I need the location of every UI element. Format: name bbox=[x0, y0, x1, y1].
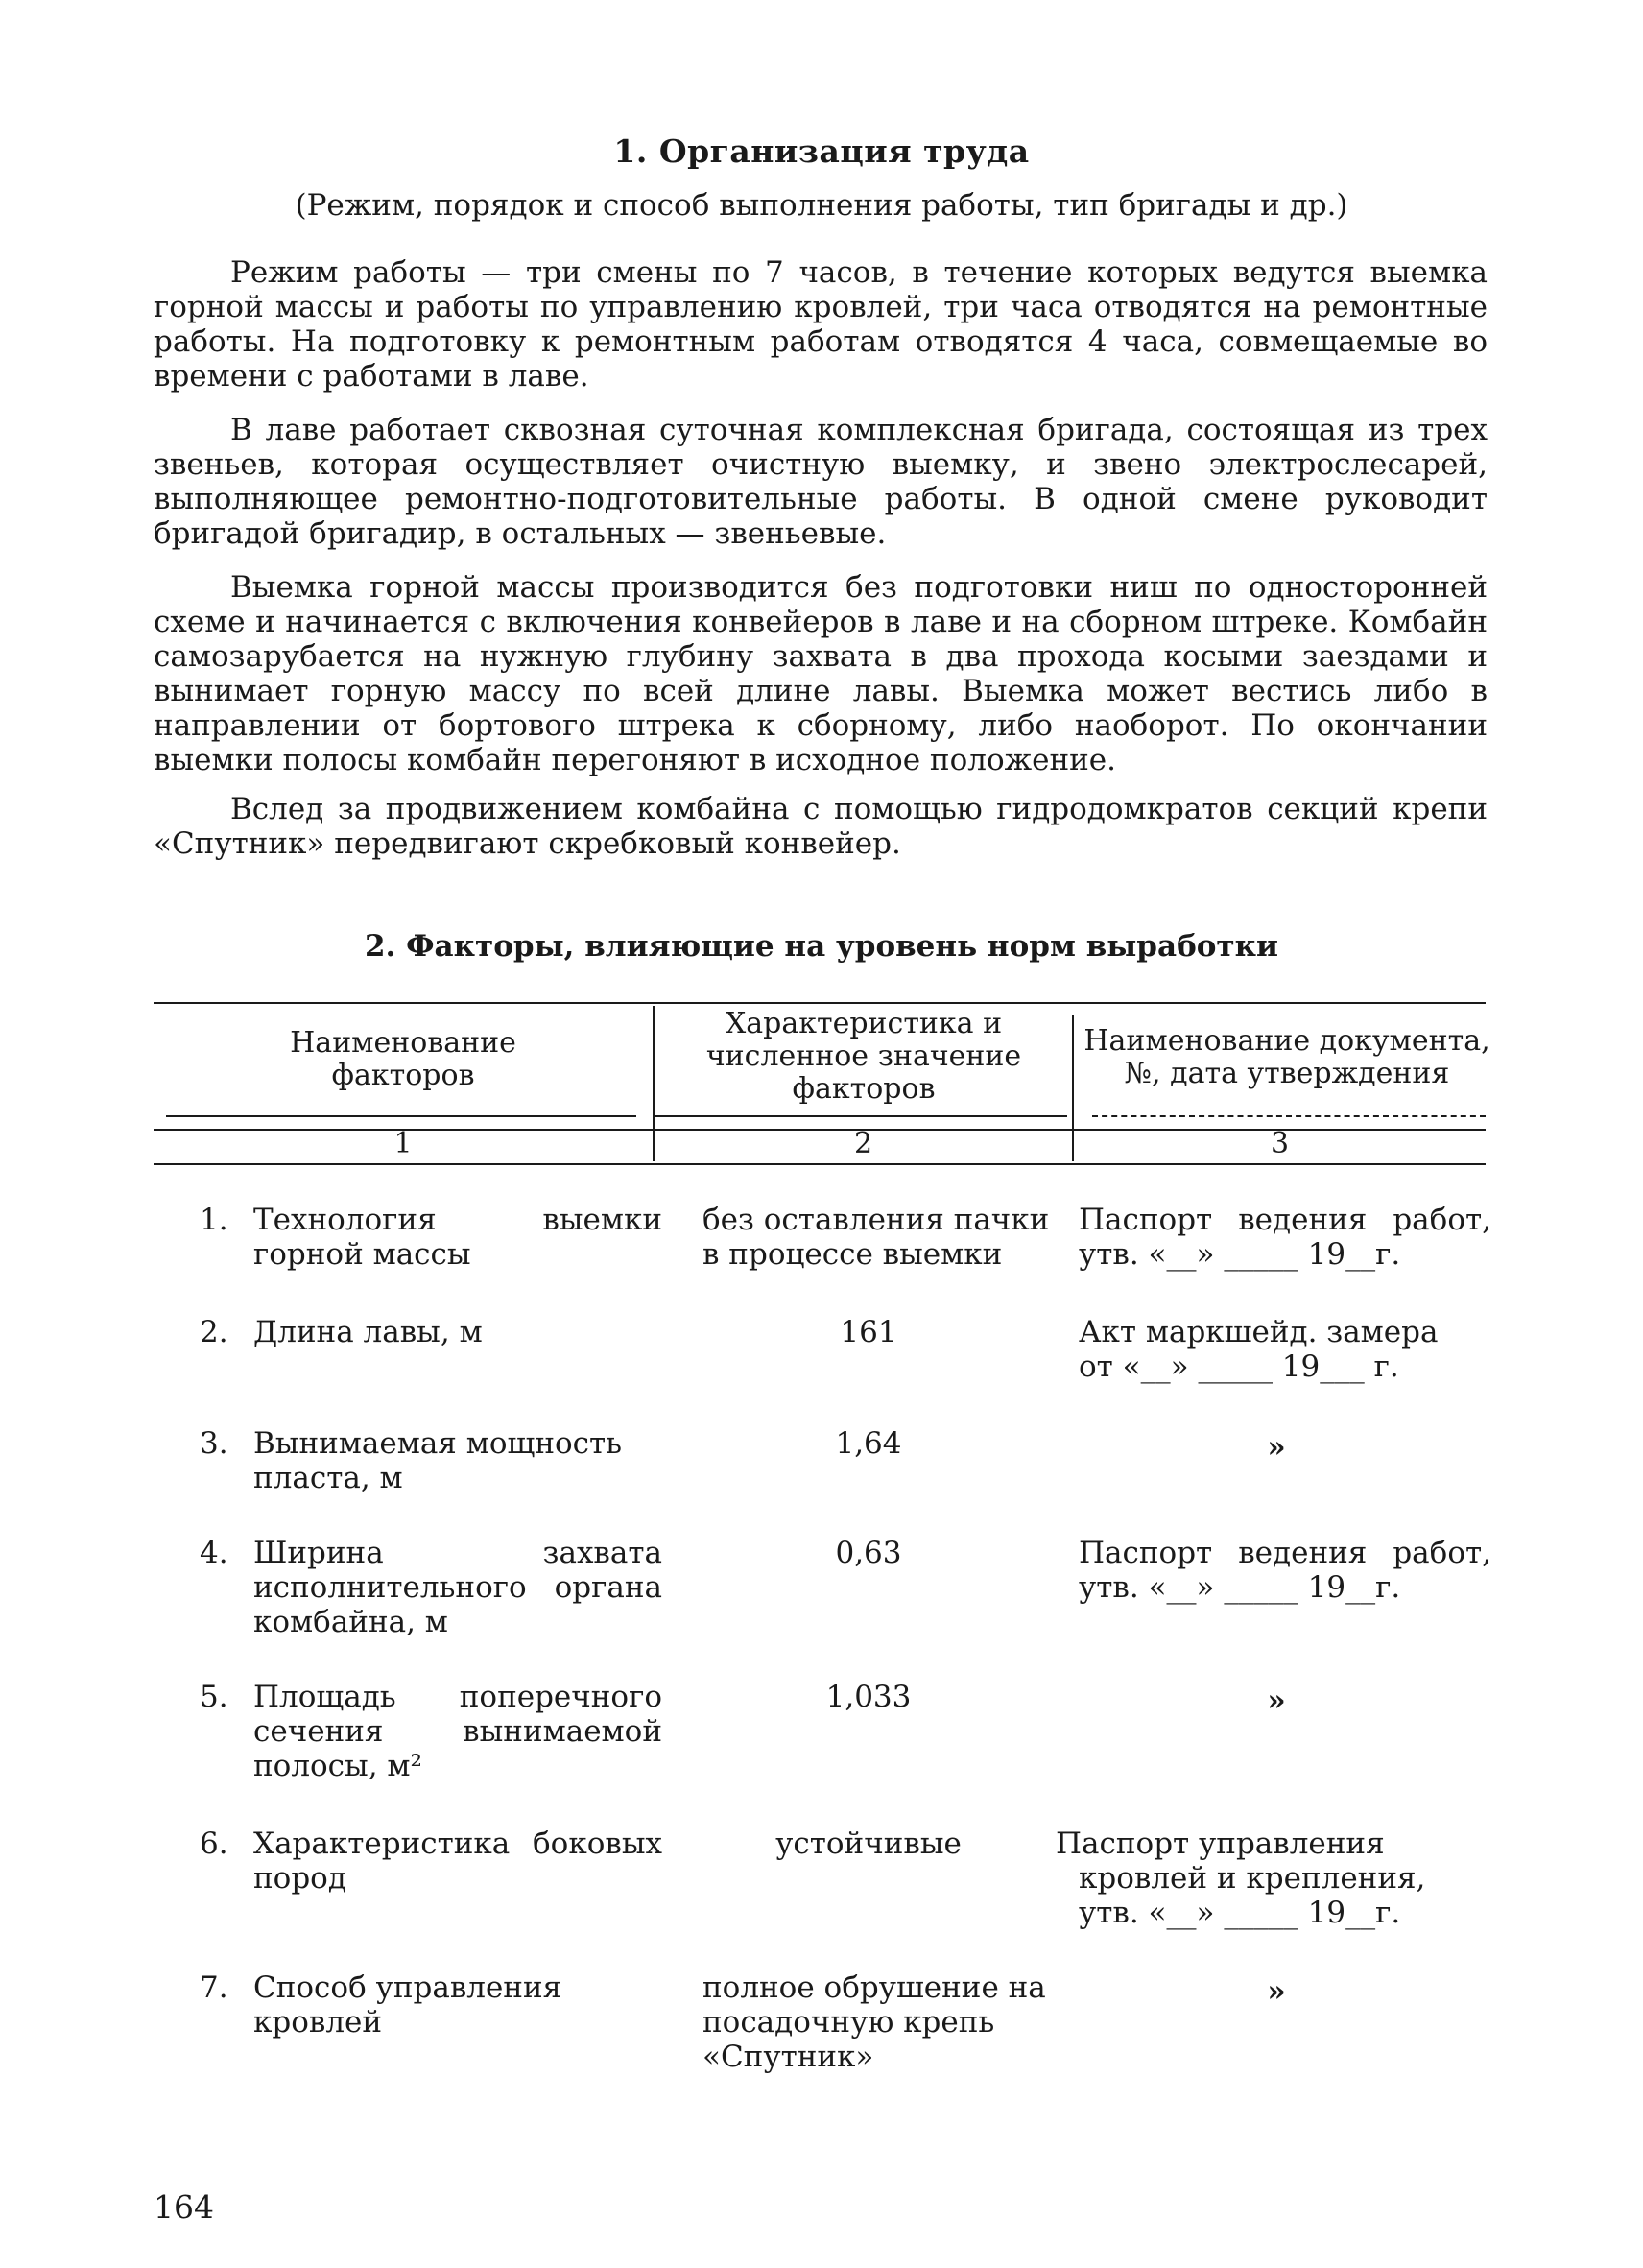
header-number-3: 3 bbox=[1270, 1127, 1290, 1160]
row4-name: Ширина захвата исполнительного органа комбайна, м bbox=[253, 1536, 662, 1639]
row7-name: Способ управления кровлей bbox=[253, 1970, 562, 2040]
row4-value: 0,63 bbox=[835, 1536, 902, 1570]
row6-number: 6. bbox=[200, 1826, 228, 1861]
row3-name: Вынимаемая мощность пласта, м bbox=[253, 1426, 623, 1495]
paragraph-3: Выемка горной массы производится без подготовки ниш по односторонней схеме и начинается с включения конвейеров в лаве и на сборном штреке. Комбайн самозарубается на нужную глубину захвата в два прохода косыми заездами и вынимает горную массу по всей длине лавы. Выемка может вестись либо в направлении от бортового штрека к сборному, либо наоборот. По окончании выемки полосы комбайн перегоняют в исходное положение. bbox=[154, 570, 1488, 777]
row1-number: 1. bbox=[200, 1203, 228, 1237]
row6-doc-line2: кровлей и крепления, bbox=[1079, 1861, 1426, 1896]
row3-number: 3. bbox=[200, 1426, 228, 1461]
table-sub-rule-2 bbox=[655, 1115, 1067, 1117]
row2-doc-date: от «__» _____ 19___ г. bbox=[1079, 1349, 1399, 1384]
page-number: 164 bbox=[154, 2188, 214, 2226]
header-col1: Наименование факторов bbox=[290, 1026, 516, 1092]
paragraph-1: Режим работы — три смены по 7 часов, в течение которых ведутся выемка горной массы и работы по управлению кровлей, три часа отводятся на ремонтные работы. На подготовку к ремонтным работам отводятся 4 часа, совмещаемые во времени с работами в лаве. bbox=[154, 255, 1488, 394]
row6-doc: Паспорт управления bbox=[1056, 1826, 1385, 1861]
row1-name: Технология выемки горной массы bbox=[253, 1203, 662, 1272]
row2-doc: Акт маркшейд. замера bbox=[1079, 1315, 1439, 1349]
paragraph-2: В лаве работает сквозная суточная комплексная бригада, состоящая из трех звеньев, которая осуществляет очистную выемку, и звено электрослесарей, выполняющее ремонтно-подготовительные работы. В одной смене руководит бригадой бригадир, в остальных — звеньевые. bbox=[154, 413, 1488, 551]
row7-number: 7. bbox=[200, 1970, 228, 2005]
row1-doc-date: утв. «__» _____ 19__г. bbox=[1079, 1237, 1401, 1272]
row6-doc-date: утв. «__» _____ 19__г. bbox=[1079, 1896, 1401, 1930]
row3-ditto-mark: » bbox=[1267, 1430, 1286, 1465]
paragraph-4: Вслед за продвижением комбайна с помощью гидродомкратов секций крепи «Спутник» передвигают скребковый конвейер. bbox=[154, 792, 1488, 861]
row5-name: Площадь поперечного сечения вынимаемой полосы, м² bbox=[253, 1680, 662, 1783]
row2-name: Длина лавы, м bbox=[253, 1315, 483, 1349]
row4-doc: Паспорт ведения работ, bbox=[1079, 1536, 1491, 1570]
row3-value: 1,64 bbox=[835, 1426, 902, 1461]
header-number-1: 1 bbox=[393, 1127, 413, 1160]
row5-ditto-mark: » bbox=[1267, 1683, 1286, 1718]
section1-subtitle: (Режим, порядок и способ выполнения работы, тип бригады и др.) bbox=[295, 188, 1348, 223]
row1-value: без оставления пачки в процессе выемки bbox=[702, 1203, 1050, 1272]
section2-title: 2. Факторы, влияющие на уровень норм выработки bbox=[364, 929, 1279, 964]
header-col2: Характеристика и численное значение факторов bbox=[705, 1007, 1022, 1106]
table-sub-rule-1 bbox=[166, 1115, 636, 1117]
row1-doc: Паспорт ведения работ, bbox=[1079, 1203, 1491, 1237]
table-top-rule bbox=[154, 1002, 1486, 1004]
row5-number: 5. bbox=[200, 1680, 228, 1714]
row2-number: 2. bbox=[200, 1315, 228, 1349]
table-sub-rule-3 bbox=[1092, 1115, 1486, 1117]
row4-number: 4. bbox=[200, 1536, 228, 1570]
header-col3: Наименование документа, №, дата утверждения bbox=[1083, 1024, 1490, 1090]
table-header-bottom-rule bbox=[154, 1163, 1486, 1165]
row6-name: Характеристика боковых пород bbox=[253, 1826, 662, 1896]
row6-value: устойчивые bbox=[775, 1826, 962, 1861]
row2-value: 161 bbox=[840, 1315, 897, 1349]
row4-doc-date: утв. «__» _____ 19__г. bbox=[1079, 1570, 1401, 1605]
row7-ditto-mark: » bbox=[1267, 1974, 1286, 2009]
header-number-2: 2 bbox=[853, 1127, 873, 1160]
row5-value: 1,033 bbox=[825, 1680, 912, 1714]
section1-title: 1. Организация труда bbox=[613, 132, 1030, 170]
row7-value: полное обрушение на посадочную крепь «Спутник» bbox=[702, 1970, 1046, 2074]
